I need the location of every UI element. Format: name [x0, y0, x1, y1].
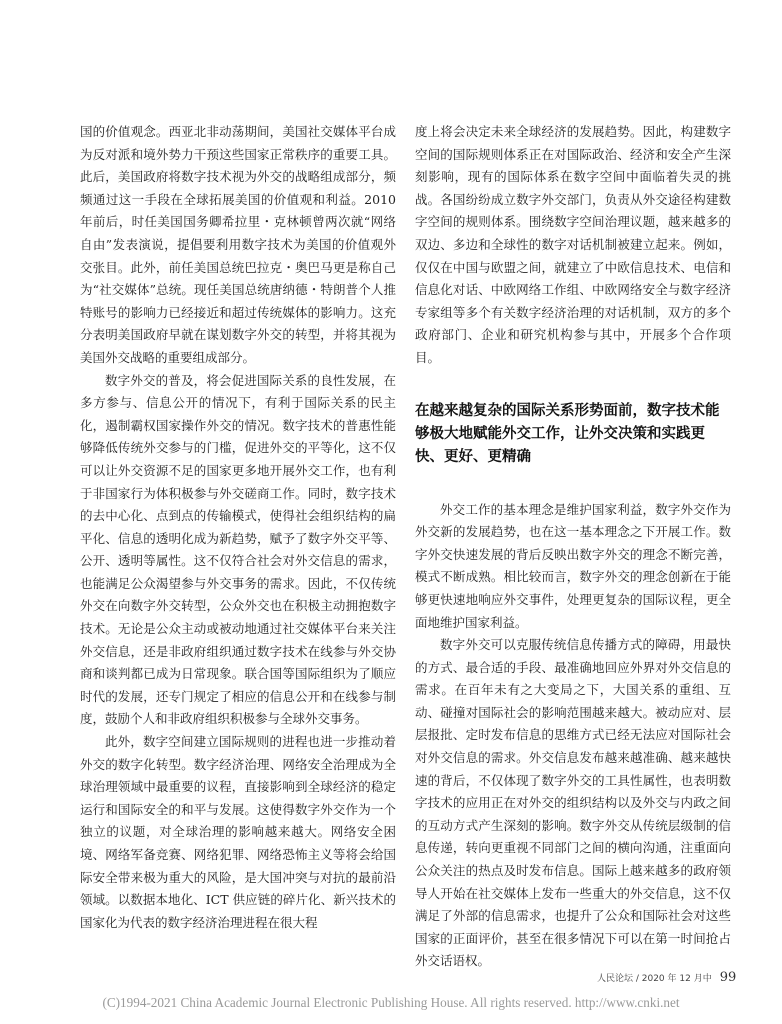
paragraph: 此外，数字空间建立国际规则的进程也进一步推动着外交的数字化转型。数字经济治理、网络安全治理成为全球治理领域中最重要的议程，直接影响到全球经济的稳定运行和国际安全的和平与发展。这使得数字外交作为一个独立的议题，对全球治理的影响越来越大。网络安全困境、网络军备竞赛、网络犯罪、网络恐怖主义等将会给国际安全带来极为重大的风险，是大国冲突与对抗的最前沿领域。以数据本地化、ICT 供应链的碎片化、新兴技术的国家化为代表的数字经济治理进程在很大程: [80, 734, 396, 930]
copyright-watermark: (C)1994-2021 China Academic Journal Electronic Publishing House. All rights reserved. http://www.cnki.net: [102, 995, 680, 1010]
paragraph: 度上将会决定未来全球经济的发展趋势。因此，构建数字空间的国际规则体系正在对国际政治、经济和安全产生深刻影响，现有的国际体系在数字空间中面临着失灵的挑战。各国纷纷成立数字外交部门，负责从外交途径构建数字空间的规则体系。围绕数字空间治理议题，越来越多的双边、多边和全球性的数字对话机制被建立起来。例如，仅仅在中国与欧盟之间，就建立了中欧信息技术、电信和信息化对话、中欧网络工作组、中欧网络安全与数字经济专家组等多个有关数字经济治理的对话机制，双方的多个政府部门、企业和研究机构参与其中，开展多个合作项目。: [415, 124, 731, 365]
paragraph: 国的价值观念。西亚北非动荡期间，美国社交媒体平台成为反对派和境外势力干预这些国家正常秩序的重要工具。此后，美国政府将数字技术视为外交的战略组成部分，频频通过这一手段在全球拓展美国的价值观和利益。2010 年前后，时任美国国务卿希拉里・克林顿曾两次就“网络自由”发表演说，提倡要利用数字技术为美国的价值观外交张目。此外，前任美国总统巴拉克・奥巴马更是称自己为“社交媒体”总统。现任美国总统唐纳德・特朗普个人推特账号的影响力已经接近和超过传统媒体的影响力。这充分表明美国政府早就在谋划数字外交的转型，并将其视为美国外交战略的重要组成部分。: [80, 124, 396, 365]
page-number: 99: [719, 970, 737, 985]
left-column: [80, 121, 396, 934]
page-footer: [597, 970, 736, 985]
paragraph: 数字外交的普及，将会促进国际关系的良性发展，在多方参与、信息公开的情况下，有利于国际关系的民主化，遏制霸权国家操作外交的情况。数字技术的普惠性能够降低传统外交参与的门槛，促进外交的平等化，这不仅可以让外交资源不足的国家更多地开展外交工作，也有利于非国家行为体积极参与外交磋商工作。同时，数字技术的去中心化、点到点的传输模式，使得社会组织结构的扁平化、信息的透明化成为新趋势，赋予了数字外交平等、公开、透明等属性。这不仅符合社会对外交信息的需求，也能满足公众渴望参与外交事务的需求。因此，不仅传统外交在向数字外交转型，公众外交也在积极主动拥抱数字技术。无论是公众主动或被动地通过社交媒体平台来关注外交信息，还是非政府组织通过数字技术在线参与外交协商和谈判都已成为日常现象。联合国等国际组织为了顺应时代的发展，还专门规定了相应的信息公开和在线参与制度，鼓励个人和非政府组织积极参与全球外交事务。: [80, 372, 396, 727]
paragraph: 数字外交可以克服传统信息传播方式的障碍，用最快的方式、最合适的手段、最准确地回应外界对外交信息的需求。在百年未有之大变局之下，大国关系的重组、互动、碰撞对国际社会的影响范围越来越大。被动应对、层层报批、定时发布信息的思维方式已经无法应对国际社会对外交信息的需求。外交信息发布越来越准确、越来越快速的背后，不仅体现了数字外交的工具性属性，也表明数字技术的应用正在对外交的组织结构以及外交与内政之间的互动方式产生深刻的影响。数字外交从传统层级制的信息传递，转向更重视不同部门之间的横向沟通，注重面向公众关注的热点及时发布信息。国际上越来越多的政府领导人开始在社交媒体上发布一些重大的外交信息，这不仅满足了外部的信息需求，也提升了公众和国际社会对这些国家的正面评价，甚至在很多情况下可以在第一时间抢占外交话语权。: [415, 637, 731, 969]
right-column: [415, 121, 731, 973]
paragraph: 外交工作的基本理念是维护国家利益，数字外交作为外交新的发展趋势，也在这一基本理念之下开展工作。数字外交快速发展的背后反映出数字外交的理念不断完善，模式不断成熟。相比较而言，数字外交的理念创新在于能够更快速地响应外交事件，处理更复杂的国际议程，更全面地维护国家利益。: [415, 501, 731, 630]
journal-name: 人民论坛 / 2020 年 12 月中: [597, 974, 712, 984]
section-heading: 在越来越复杂的国际关系形势面前，数字技术能够极大地赋能外交工作，让外交决策和实践更快、更好、更精确: [415, 402, 720, 465]
